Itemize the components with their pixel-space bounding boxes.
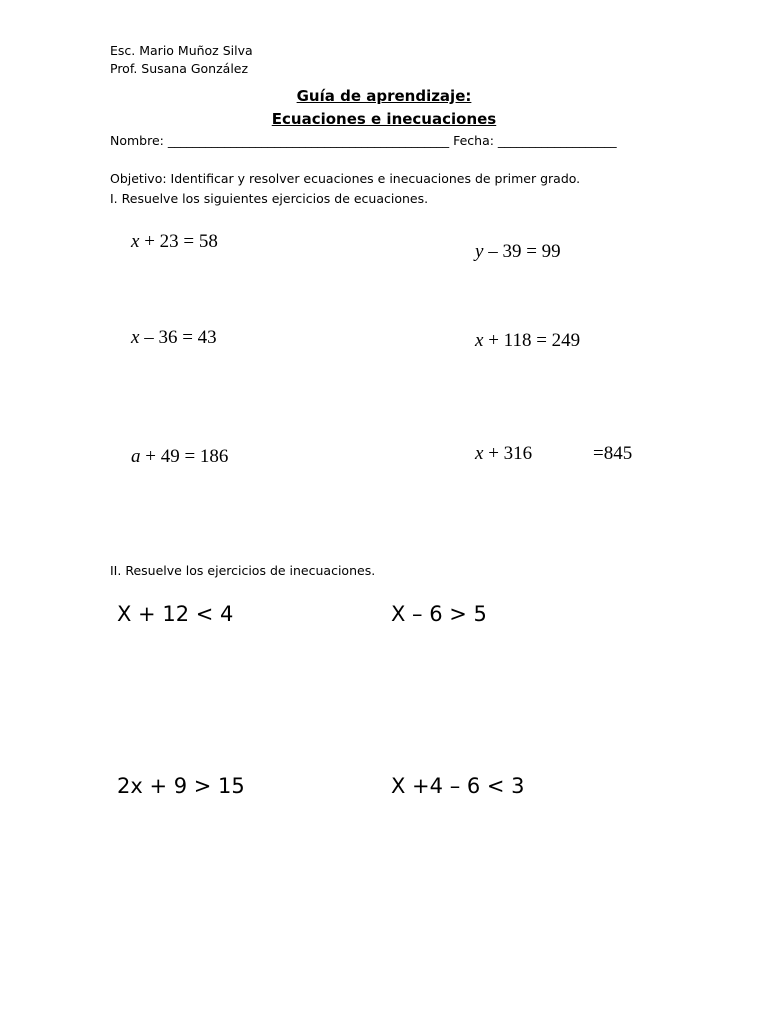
- equation-variable: x: [475, 330, 484, 351]
- equation-6-result: =845: [593, 443, 633, 464]
- page-title: Guía de aprendizaje:: [296, 87, 472, 105]
- equation-4: [475, 330, 580, 352]
- inequation-1: X + 12 < 4: [117, 602, 234, 626]
- equation-expression: + 23 = 58: [139, 231, 218, 252]
- section-2-heading: II. Resuelve los ejercicios de inecuaciones.: [110, 563, 376, 578]
- equation-variable: x: [131, 231, 140, 252]
- equation-expression: – 36 = 43: [139, 327, 217, 348]
- inequation-4: X +4 – 6 < 3: [391, 774, 525, 798]
- equation-2: [475, 241, 561, 263]
- equation-variable: x: [131, 327, 140, 348]
- equation-6: [475, 443, 532, 465]
- page-subtitle: Ecuaciones e inecuaciones: [271, 110, 497, 128]
- inequation-2: X – 6 > 5: [391, 602, 487, 626]
- equation-expression: + 118 = 249: [483, 330, 581, 351]
- equation-variable: y: [475, 241, 484, 262]
- school-name: Esc. Mario Muñoz Silva: [110, 43, 253, 58]
- inequation-3: 2x + 9 > 15: [117, 774, 245, 798]
- equation-variable: x: [475, 443, 484, 464]
- equation-expression: + 316: [483, 443, 533, 464]
- equation-1: [131, 231, 218, 253]
- name-date-line: Nombre: _____________________________________________ Fecha: ___________________: [110, 133, 617, 148]
- section-1-heading: I. Resuelve los siguientes ejercicios de ecuaciones.: [110, 191, 429, 206]
- equation-expression: – 39 = 99: [483, 241, 561, 262]
- equation-5: [131, 446, 228, 468]
- objective-text: Objetivo: Identificar y resolver ecuaciones e inecuaciones de primer grado.: [110, 171, 581, 186]
- equation-3: [131, 327, 217, 349]
- teacher-name: Prof. Susana González: [110, 61, 249, 76]
- equation-variable: a: [131, 446, 141, 467]
- equation-expression: + 49 = 186: [140, 446, 229, 467]
